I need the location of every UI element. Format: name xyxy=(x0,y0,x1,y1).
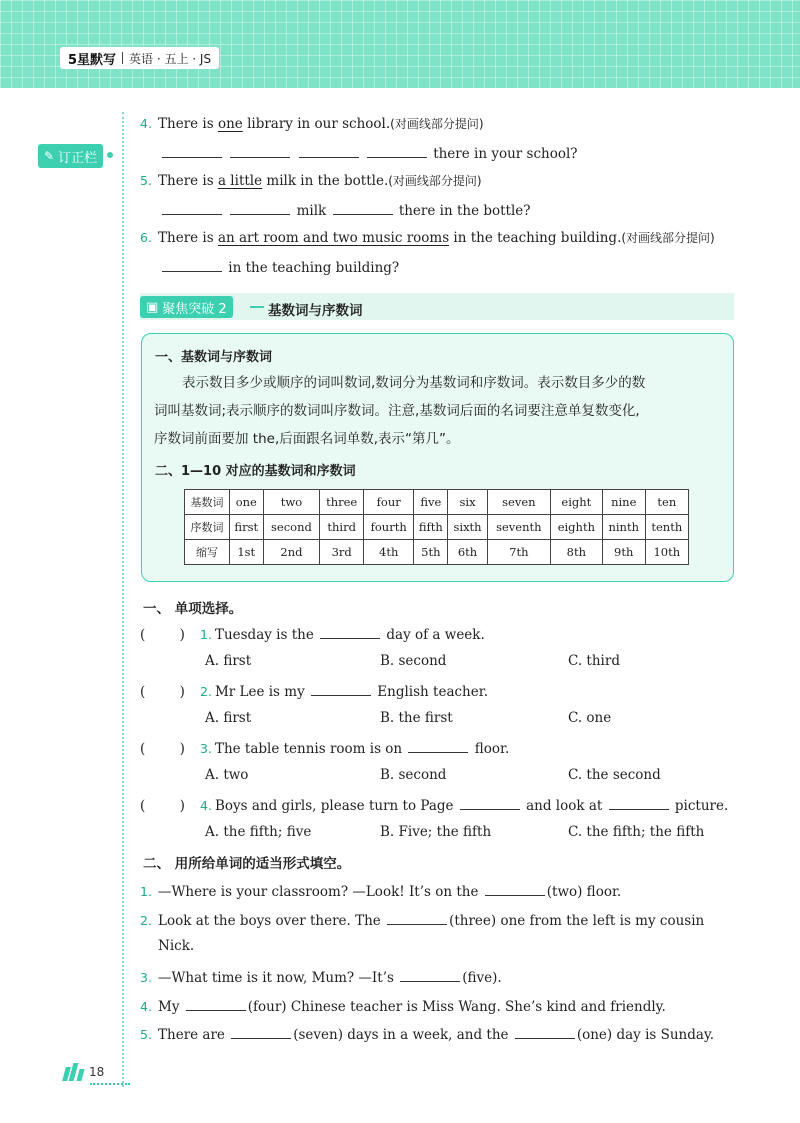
table-cell: seven xyxy=(487,490,550,515)
answer-paren[interactable]: ( ) xyxy=(140,741,185,757)
knowledge-heading-2: 二、1—10 对应的基数词和序数词 xyxy=(155,464,356,479)
answer-blank[interactable] xyxy=(333,200,393,215)
table-cell: tenth xyxy=(645,515,688,540)
book-icon: ▣ xyxy=(146,299,159,315)
option-b[interactable]: B. Five; the fifth xyxy=(380,824,492,840)
mc-question-3 xyxy=(140,738,509,757)
table-cell: four xyxy=(363,490,413,515)
table-cell: three xyxy=(320,490,364,515)
row-header: 序数词 xyxy=(185,515,230,540)
question-number: 3. xyxy=(200,741,212,756)
text: there in the bottle? xyxy=(398,203,531,219)
row-header: 基数词 xyxy=(185,490,230,515)
question-number: 4. xyxy=(140,999,152,1014)
answer-blank[interactable] xyxy=(186,996,246,1011)
page-header xyxy=(0,0,800,88)
answer-line-a5 xyxy=(160,200,531,219)
question-a6 xyxy=(140,229,715,246)
answer-blank[interactable] xyxy=(609,795,669,810)
book-brand: 5星默写 xyxy=(68,52,117,68)
table-cell: first xyxy=(230,515,264,540)
answer-blank[interactable] xyxy=(387,910,447,925)
table-cell: 10th xyxy=(645,540,688,565)
instruction-hint: (对画线部分提问) xyxy=(621,231,715,245)
option-c[interactable]: C. the second xyxy=(568,767,661,783)
answer-blank[interactable] xyxy=(162,257,222,272)
answer-blank[interactable] xyxy=(485,881,545,896)
text: Mr Lee is my xyxy=(214,684,309,700)
focus-tag xyxy=(140,296,233,318)
table-cell: 9th xyxy=(602,540,645,565)
text: (two) floor. xyxy=(546,884,622,900)
text: day of a week. xyxy=(382,627,485,643)
text: (three) one from the left is my cousin xyxy=(449,913,705,929)
table-cell: 7th xyxy=(487,540,550,565)
text: There is xyxy=(158,173,218,189)
table-cell: two xyxy=(263,490,320,515)
paragraph-line: 序数词前面要加 the,后面跟名词单数,表示“第几”。 xyxy=(154,431,460,447)
fill-question-2 xyxy=(140,910,704,929)
option-c[interactable]: C. third xyxy=(568,653,620,669)
knowledge-heading-1: 一、基数词与序数词 xyxy=(155,350,273,365)
option-b[interactable]: B. second xyxy=(380,653,447,669)
table-cell: 3rd xyxy=(320,540,364,565)
table-cell: 4th xyxy=(363,540,413,565)
answer-line-a4 xyxy=(160,143,578,162)
text: library in our school. xyxy=(242,116,391,132)
text: Boys and girls, please turn to Page xyxy=(214,798,458,814)
question-number: 2. xyxy=(140,913,152,928)
text: in the teaching building. xyxy=(449,230,622,246)
table-cell: five xyxy=(414,490,448,515)
table-cell: third xyxy=(320,515,364,540)
table-cell: six xyxy=(448,490,488,515)
table-cell: second xyxy=(263,515,320,540)
text: English teacher. xyxy=(373,684,489,700)
section-heading-2: 二、 用所给单词的适当形式填空。 xyxy=(143,856,351,872)
divider xyxy=(122,52,123,64)
question-number: 4. xyxy=(200,798,212,813)
paragraph-line: 表示数目多少或顺序的词叫数词,数词分为基数词和序数词。表示数目多少的数 xyxy=(182,375,646,391)
answer-blank[interactable] xyxy=(230,143,290,158)
question-a4 xyxy=(140,115,484,132)
text: there in your school? xyxy=(433,146,578,162)
question-number: 5. xyxy=(140,173,152,188)
option-c[interactable]: C. one xyxy=(568,710,612,726)
text: (four) Chinese teacher is Miss Wang. She’s kind and friendly. xyxy=(247,999,666,1015)
table-cell: eight xyxy=(550,490,602,515)
focus-title: 基数词与序数词 xyxy=(268,303,363,319)
question-number: 1. xyxy=(200,627,212,642)
table-cell: eighth xyxy=(550,515,602,540)
table-cell: 8th xyxy=(550,540,602,565)
connector-line xyxy=(250,306,264,308)
question-number: 6. xyxy=(140,230,152,245)
option-a[interactable]: A. first xyxy=(205,710,252,726)
table-cell: ten xyxy=(645,490,688,515)
underlined-phrase: a little xyxy=(217,173,263,189)
answer-blank[interactable] xyxy=(162,200,222,215)
underlined-phrase: one xyxy=(217,116,243,132)
table-row-cardinal xyxy=(185,490,689,515)
mc-question-2 xyxy=(140,681,488,700)
answer-blank[interactable] xyxy=(299,143,359,158)
fill-question-3 xyxy=(140,967,502,986)
page-number xyxy=(64,1063,104,1081)
number-words-table xyxy=(184,489,689,565)
question-number: 4. xyxy=(140,116,152,131)
page-dots xyxy=(90,1083,130,1085)
answer-line-a6 xyxy=(160,257,399,276)
answer-blank[interactable] xyxy=(320,624,380,639)
question-number: 3. xyxy=(140,970,152,985)
text: The table tennis room is on xyxy=(214,741,407,757)
question-number: 1. xyxy=(140,884,152,899)
text: milk xyxy=(296,203,327,219)
option-b[interactable]: B. second xyxy=(380,767,447,783)
answer-blank[interactable] xyxy=(400,967,460,982)
table-cell: one xyxy=(230,490,264,515)
text: —What time is it now, Mum? —It’s xyxy=(158,970,399,986)
text: Look at the boys over there. The xyxy=(158,913,386,929)
answer-blank[interactable] xyxy=(408,738,468,753)
text: —Where is your classroom? —Look! It’s on the xyxy=(158,884,483,900)
answer-blank[interactable] xyxy=(311,681,371,696)
question-number: 2. xyxy=(200,684,212,699)
text: There is xyxy=(158,116,218,132)
instruction-hint: (对画线部分提问) xyxy=(390,117,484,131)
table-cell: sixth xyxy=(448,515,488,540)
text: Tuesday is the xyxy=(214,627,319,643)
table-cell: nine xyxy=(602,490,645,515)
option-b[interactable]: B. the first xyxy=(380,710,453,726)
page-bars-icon xyxy=(64,1063,83,1081)
answer-blank[interactable] xyxy=(515,1024,575,1039)
table-cell: ninth xyxy=(602,515,645,540)
text: (one) day is Sunday. xyxy=(576,1027,715,1043)
option-a[interactable]: A. first xyxy=(205,653,252,669)
answer-blank[interactable] xyxy=(162,143,222,158)
text: milk in the bottle. xyxy=(262,173,389,189)
text: and look at xyxy=(521,798,607,814)
text: There is xyxy=(158,230,218,246)
text: My xyxy=(158,999,184,1015)
option-c[interactable]: C. the fifth; the fifth xyxy=(568,824,705,840)
text: There are xyxy=(158,1027,230,1043)
correction-column-tag xyxy=(38,144,103,168)
answer-paren[interactable]: ( ) xyxy=(140,684,185,700)
instruction-hint: (对画线部分提问) xyxy=(388,174,482,188)
answer-paren[interactable]: ( ) xyxy=(140,798,185,814)
underlined-phrase: an art room and two music rooms xyxy=(217,230,450,246)
text: in the teaching building? xyxy=(228,260,400,276)
answer-blank[interactable] xyxy=(230,200,290,215)
answer-blank[interactable] xyxy=(460,795,520,810)
page-number-text: 18 xyxy=(89,1065,105,1079)
paragraph-line: 词叫基数词;表示顺序的数词叫序数词。注意,基数词后面的名词要注意单复数变化, xyxy=(154,403,640,419)
answer-blank[interactable] xyxy=(367,143,427,158)
section-heading-1: 一、 单项选择。 xyxy=(143,601,243,617)
book-subtitle: 英语 · 五上 · JS xyxy=(129,51,212,66)
table-cell: 6th xyxy=(448,540,488,565)
text: Nick. xyxy=(158,938,195,954)
text: picture. xyxy=(670,798,729,814)
mc-question-4 xyxy=(140,795,728,814)
margin-dot xyxy=(107,152,113,158)
table-cell: fourth xyxy=(363,515,413,540)
answer-blank[interactable] xyxy=(231,1024,291,1039)
row-header: 缩写 xyxy=(185,540,230,565)
fill-question-5 xyxy=(140,1024,714,1043)
knowledge-paragraph xyxy=(154,369,724,397)
focus-tag-label: 聚焦突破 2 xyxy=(162,301,227,317)
pencil-icon: ✎ xyxy=(44,149,55,163)
table-row-abbr xyxy=(185,540,689,565)
mc-question-1 xyxy=(140,624,485,643)
text: (five). xyxy=(462,970,502,986)
option-a[interactable]: A. two xyxy=(205,767,249,783)
answer-paren[interactable]: ( ) xyxy=(140,627,185,643)
question-a5 xyxy=(140,172,482,189)
fill-question-4 xyxy=(140,996,666,1015)
question-number: 5. xyxy=(140,1027,152,1042)
table-cell: 1st xyxy=(230,540,264,565)
table-row-ordinal xyxy=(185,515,689,540)
margin-divider xyxy=(122,112,124,1087)
table-cell: fifth xyxy=(414,515,448,540)
text: floor. xyxy=(470,741,510,757)
fill-question-1 xyxy=(140,881,621,900)
book-label xyxy=(60,47,219,69)
text: (seven) days in a week, and the xyxy=(293,1027,513,1043)
option-a[interactable]: A. the fifth; five xyxy=(205,824,312,840)
correction-label: 订正栏 xyxy=(58,150,98,166)
table-cell: seventh xyxy=(487,515,550,540)
table-cell: 5th xyxy=(414,540,448,565)
table-cell: 2nd xyxy=(263,540,320,565)
